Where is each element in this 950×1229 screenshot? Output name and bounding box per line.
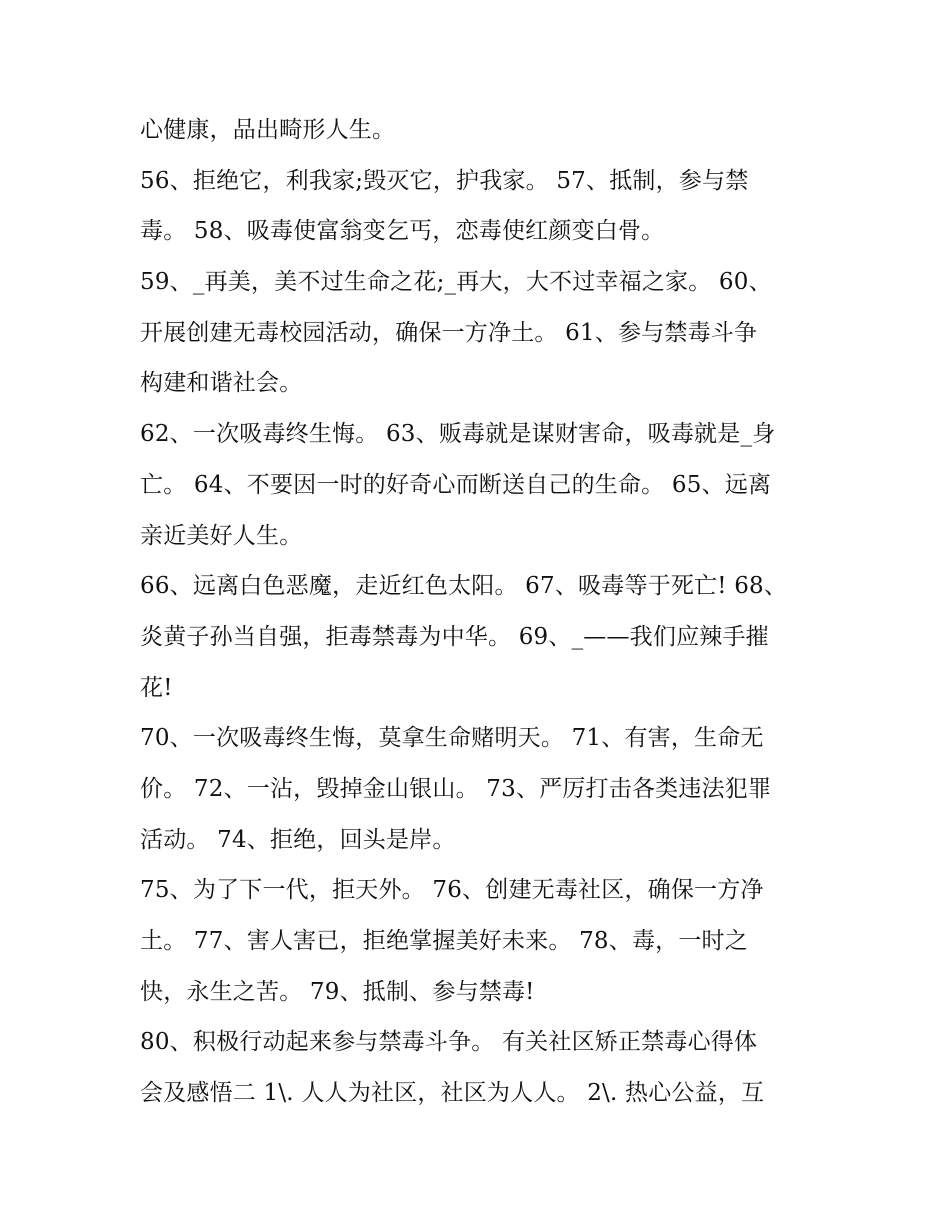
- text-line: 会及感悟二 1\. 人人为社区，社区为人人。 2\. 热心公益，互: [140, 1080, 765, 1107]
- text-line: 59、_再美，美不过生命之花;_再大，大不过幸福之家。 60、: [140, 269, 772, 296]
- text-line: 66、远离白色恶魔，走近红色太阳。 67、吸毒等于死亡! 68、: [140, 573, 788, 600]
- text-line: 80、积极行动起来参与禁毒斗争。 有关社区矫正禁毒心得体: [140, 1029, 758, 1056]
- text-line: 56、拒绝它，利我家;毁灭它，护我家。 57、抵制，参与禁: [140, 167, 749, 194]
- text-line: 心健康，品出畸形人生。: [140, 117, 396, 143]
- text-line: 构建和谐社会。: [140, 370, 303, 397]
- text-line: 70、一次吸毒终生悔，莫拿生命赌明天。 71、有害，生命无: [140, 725, 764, 752]
- text-line: 毒。 58、吸毒使富翁变乞丐，恋毒使红颜变白骨。: [140, 218, 665, 245]
- text-line: 亲近美好人生。: [140, 522, 303, 549]
- document-body: [140, 105, 820, 1119]
- text-line: 62、一次吸毒终生悔。 63、贩毒就是谋财害命，吸毒就是_身: [140, 421, 776, 448]
- text-line: 开展创建无毒校园活动，确保一方净土。 61、参与禁毒斗争: [140, 319, 758, 346]
- text-line: 土。 77、害人害已，拒绝掌握美好未来。 78、毒，一时之: [140, 928, 748, 954]
- text-line: 快，永生之苦。 79、抵制、参与禁毒!: [140, 978, 535, 1005]
- text-line: 炎黄子孙当自强，拒毒禁毒为中华。 69、_——我们应辣手摧: [140, 623, 769, 650]
- text-line: 亡。 64、不要因一时的好奇心而断送自己的生命。 65、远离: [140, 471, 772, 498]
- text-line: 花!: [140, 674, 173, 701]
- text-line: 75、为了下一代，拒天外。 76、创建无毒社区，确保一方净: [140, 877, 764, 904]
- text-line: 价。 72、一沾，毁掉金山银山。 73、严厉打击各类违法犯罪: [140, 775, 772, 802]
- text-line: 活动。 74、拒绝，回头是岸。: [140, 826, 456, 853]
